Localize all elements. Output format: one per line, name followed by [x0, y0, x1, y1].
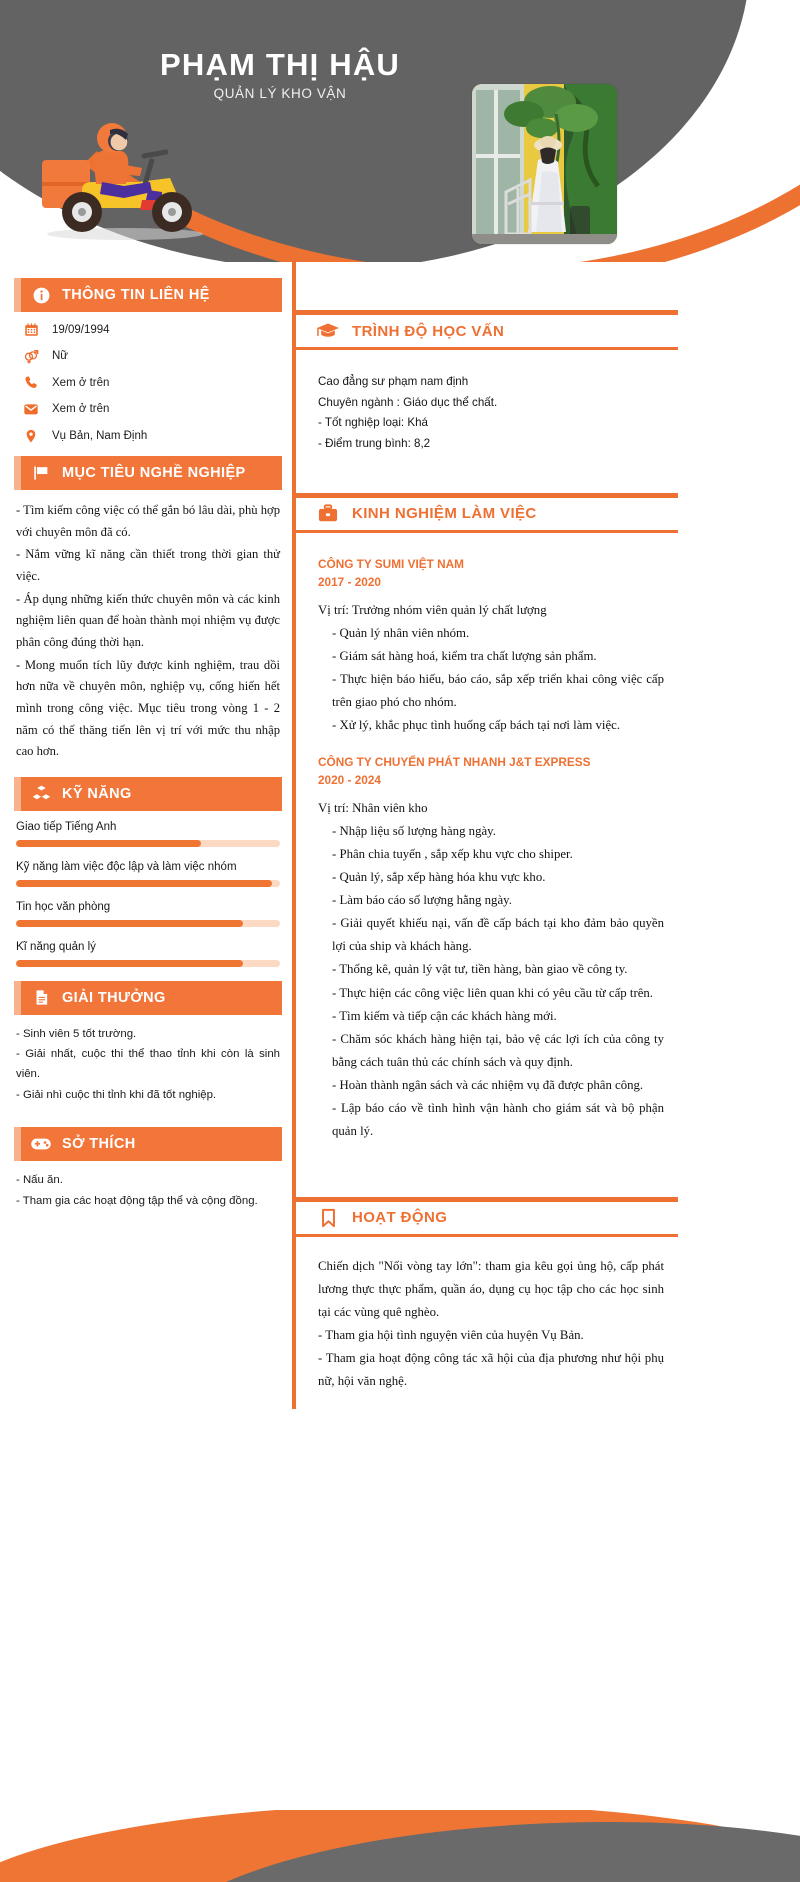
- document-icon: [24, 988, 58, 1007]
- calendar-icon: [22, 322, 40, 337]
- hobby-line: - Nấu ăn.: [16, 1174, 63, 1187]
- activity-line: Chiến dịch "Nối vòng tay lớn": tham gia kêu gọi ủng hộ, cấp phát lương thực thực phẩm, quần áo, dụng cụ học tập cho các học sinh tại các vùng quê nghèo.: [318, 1258, 664, 1319]
- candidate-role: QUẢN LÝ KHO VẬN: [213, 86, 347, 102]
- job-company: CÔNG TY CHUYỂN PHÁT NHANH J&T EXPRESS: [318, 754, 591, 769]
- email-icon: [22, 401, 40, 417]
- award-line: - Giải nhì cuộc thi tỉnh khi đã tốt nghiệp.: [16, 1088, 217, 1101]
- contact-item-address: [22, 428, 282, 444]
- cv-footer: [0, 1810, 800, 1882]
- right-column: [292, 252, 678, 1409]
- skill-progress-fill: [16, 880, 272, 887]
- skill-progress-fill: [16, 840, 201, 847]
- job-position: Vị trí: Nhân viên kho: [318, 801, 428, 816]
- gamepad-icon: [24, 1136, 58, 1152]
- awards-body: [14, 1025, 282, 1105]
- education-line: Chuyên ngành : Giáo dục thể chất.: [318, 395, 498, 409]
- avatar: [472, 84, 617, 244]
- skill-progress-fill: [16, 920, 243, 927]
- contact-value-address: Vụ Bản, Nam Định: [52, 430, 148, 442]
- skill-progress-track: [16, 880, 280, 887]
- objective-body: [14, 500, 282, 763]
- section-title-objective: MỤC TIÊU NGHỀ NGHIỆP: [62, 465, 246, 481]
- job-duty: - Thực hiện các công việc liên quan khi có yêu cầu từ cấp trên.: [332, 985, 653, 1000]
- section-title-skills: KỸ NĂNG: [62, 785, 132, 802]
- contact-item-birthdate: [22, 322, 282, 337]
- hobbies-body: [14, 1171, 282, 1211]
- objective-paragraph: - Tìm kiếm công việc có thể gắn bó lâu dài, phù hợp với chuyên môn đã có.: [16, 503, 280, 539]
- contact-item-phone[interactable]: [22, 375, 282, 390]
- experience-job: [318, 555, 664, 737]
- education-line: Cao đẳng sư phạm nam định: [318, 375, 469, 388]
- job-years: 2017 - 2020: [318, 574, 381, 589]
- skill-label: Giao tiếp Tiếng Anh: [16, 820, 117, 833]
- section-title-contact: THÔNG TIN LIÊN HỆ: [62, 287, 210, 303]
- section-header-contact: [14, 278, 282, 312]
- section-title-activities: HOẠT ĐỘNG: [352, 1209, 448, 1227]
- objective-paragraph: - Nắm vững kĩ năng cần thiết trong thời gian thử việc.: [16, 547, 280, 583]
- activity-line: - Tham gia hoạt động công tác xã hội của địa phương như hội phụ nữ, hội văn nghệ.: [318, 1350, 664, 1388]
- section-title-awards: GIẢI THƯỞNG: [62, 989, 166, 1006]
- section-title-experience: KINH NGHIỆM LÀM VIỆC: [352, 505, 537, 522]
- objective-paragraph: - Mong muốn tích lũy được kinh nghiệm, trau dồi hơn nữa về chuyên môn, nghiệp vụ, cống hiến hết mình trong công việc. Mục tiêu trong vòng 1 - 2 năm có thể thăng tiến lên vị trí với mức thu nhập cao hơn.: [16, 657, 280, 759]
- job-duty: - Thống kê, quản lý vật tư, tiền hàng, bàn giao về công ty.: [332, 962, 628, 977]
- experience-body: [296, 533, 678, 1179]
- job-duty: - Phân chia tuyến , sắp xếp khu vực cho shiper.: [332, 847, 573, 862]
- info-circle-icon: [24, 286, 58, 305]
- header-title-block: [80, 48, 480, 101]
- education-line: - Tốt nghiệp loại: Khá: [318, 416, 428, 430]
- skills-list: [14, 821, 282, 967]
- candidate-name: PHẠM THỊ HẬU: [160, 47, 400, 82]
- job-duty: - Hoàn thành ngân sách và các nhiệm vụ đã được phân công.: [332, 1077, 644, 1092]
- skill-label: Kỹ năng làm việc độc lập và làm việc nhóm: [16, 860, 237, 873]
- job-duty: - Nhập liệu số lượng hàng ngày.: [332, 824, 496, 839]
- right-column-spacer: [296, 252, 678, 310]
- job-duty: - Tìm kiếm và tiếp cận các khách hàng mới.: [332, 1008, 557, 1023]
- delivery-scooter-illustration: [20, 112, 220, 242]
- location-pin-icon: [22, 428, 40, 444]
- flag-icon: [24, 464, 58, 482]
- award-line: - Giải nhất, cuộc thi thể thao tỉnh khi còn là sinh viên.: [16, 1048, 280, 1081]
- graduation-cap-icon: [310, 322, 346, 340]
- skill-item: [14, 941, 282, 967]
- phone-icon: [22, 375, 40, 390]
- job-duty: - Giám sát hàng hoá, kiểm tra chất lượng sản phẩm.: [332, 648, 597, 663]
- contact-value-gender: Nữ: [52, 350, 69, 362]
- objective-paragraph: - Áp dụng những kiến thức chuyên môn và các kinh nghiệm liên quan để hoàn thành mọi nhiệm vụ được phân công đúng thời hạn.: [16, 591, 280, 649]
- job-duty: - Thực hiện báo hiếu, báo cáo, sắp xếp triển khai công việc cấp trên giao phó cho nhóm.: [332, 671, 664, 709]
- skill-label: Tin học văn phòng: [16, 900, 111, 913]
- contact-value-phone: Xem ở trên: [52, 376, 110, 389]
- briefcase-icon: [310, 504, 346, 523]
- section-title-hobbies: SỞ THÍCH: [62, 1136, 136, 1153]
- section-gap: [296, 1179, 678, 1197]
- blocks-icon: [24, 784, 58, 803]
- section-header-skills: [14, 777, 282, 811]
- section-header-education: [296, 310, 678, 350]
- bookmark-icon: [310, 1208, 346, 1228]
- job-duty: - Quản lý, sắp xếp hàng hóa khu vực kho.: [332, 870, 546, 885]
- section-header-activities: [296, 1197, 678, 1237]
- skill-item: [14, 821, 282, 847]
- activities-body: [296, 1237, 678, 1409]
- job-position: Vị trí: Trưởng nhóm viên quản lý chất lượng: [318, 602, 547, 617]
- contact-value-email: Xem ở trên: [52, 403, 110, 415]
- skill-label: Kĩ năng quản lý: [16, 940, 96, 953]
- contact-value-birthdate: 19/09/1994: [52, 323, 110, 336]
- job-duty: - Quản lý nhân viên nhóm.: [332, 625, 470, 640]
- section-header-hobbies: [14, 1127, 282, 1161]
- education-body: [296, 350, 678, 475]
- job-company: CÔNG TY SUMI VIỆT NAM: [318, 556, 464, 571]
- skill-progress-track: [16, 920, 280, 927]
- job-years: 2020 - 2024: [318, 773, 381, 788]
- section-gap: [296, 475, 678, 493]
- section-header-experience: [296, 493, 678, 533]
- experience-job: [318, 753, 664, 1143]
- contact-list: [14, 322, 282, 444]
- award-line: - Sinh viên 5 tốt trường.: [16, 1027, 137, 1040]
- contact-item-email[interactable]: [22, 401, 282, 417]
- job-duty: - Làm báo cáo số lượng hằng ngày.: [332, 893, 512, 908]
- job-duty: - Chăm sóc khách hàng hiện tại, bảo vệ các lợi ích của công ty bằng cách tuân thủ các chính sách và quy định.: [332, 1031, 664, 1069]
- hobby-line: - Tham gia các hoạt động tập thể và cộng đồng.: [16, 1194, 258, 1207]
- section-header-awards: [14, 981, 282, 1015]
- job-duty: - Giải quyết khiếu nại, vấn đề cấp bách tại kho đảm bảo quyền lợi của ship và khách hàng.: [332, 916, 664, 954]
- skill-progress-fill: [16, 960, 243, 967]
- activity-line: - Tham gia hội tình nguyện viên của huyện Vụ Bản.: [318, 1327, 584, 1342]
- job-duty: - Xử lý, khắc phục tình huống cấp bách tại nơi làm việc.: [332, 717, 621, 732]
- skill-item: [14, 861, 282, 887]
- skill-item: [14, 901, 282, 927]
- job-duty: - Lập báo cáo về tình hình vận hành cho giám sát và bộ phận quản lý.: [332, 1100, 664, 1138]
- skill-progress-track: [16, 840, 280, 847]
- section-title-education: TRÌNH ĐỘ HỌC VẤN: [352, 322, 505, 340]
- left-column: [14, 278, 282, 1213]
- gender-icon: [22, 348, 40, 364]
- contact-item-gender: [22, 348, 282, 364]
- cv-header: [0, 0, 800, 262]
- section-header-objective: [14, 456, 282, 490]
- skill-progress-track: [16, 960, 280, 967]
- education-line: - Điểm trung bình: 8,2: [318, 436, 431, 450]
